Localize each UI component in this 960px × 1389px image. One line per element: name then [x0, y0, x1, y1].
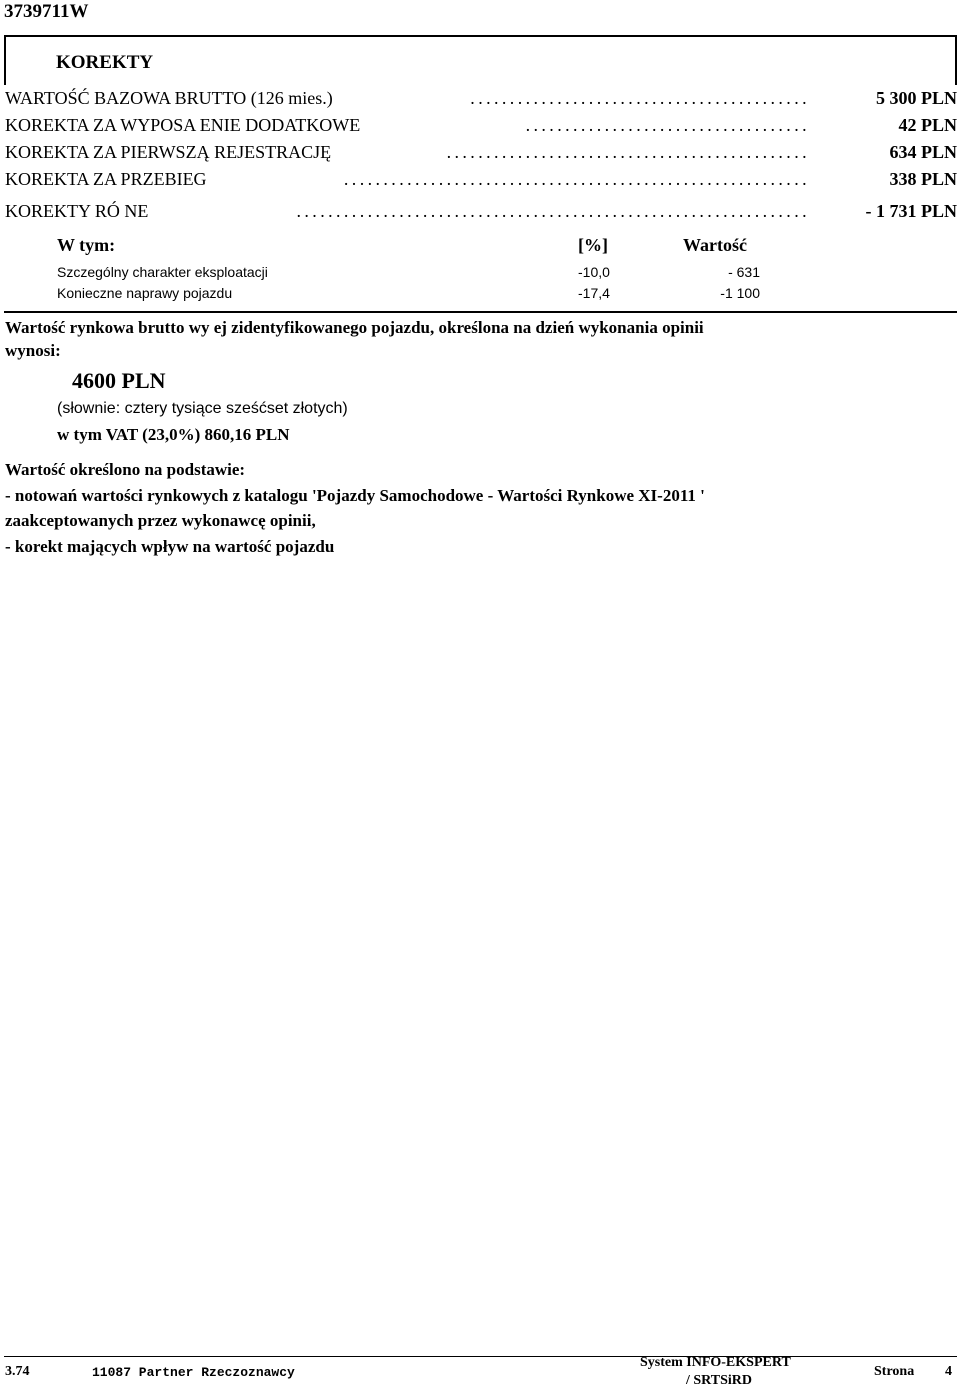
basis-line: zaakceptowanych przez wykonawcę opinii,: [5, 511, 316, 530]
footer-page-label: Strona: [874, 1364, 915, 1379]
market-value-intro: Wartość rynkowa brutto wy ej zidentyfikowanego pojazdu, określona na dzień wykonania opinii: [5, 318, 704, 337]
leader-dots: .................................................................: [296, 201, 810, 221]
basis-line: - korekt mających wpływ na wartość pojazdu: [5, 537, 335, 556]
correction-row: [5, 142, 957, 166]
market-value-intro-cont: wynosi:: [5, 341, 61, 360]
breakdown-header-percent: [%]: [578, 235, 608, 255]
footer-rule: [4, 1356, 957, 1357]
section-divider: [4, 311, 957, 313]
footer-system-sub: / SRTSiRD: [686, 1373, 753, 1388]
breakdown-item-percent: -17,4: [578, 285, 610, 301]
basis-title: Wartość określono na podstawie:: [5, 460, 246, 479]
market-value-amount: 4600 PLN: [72, 368, 166, 393]
breakdown-item-value: -1 100: [720, 285, 760, 301]
document-id: 3739711W: [4, 1, 89, 22]
footer-partner: 11087 Partner Rzeczoznawcy: [92, 1365, 295, 1380]
breakdown-header-value: Wartość: [683, 235, 747, 255]
correction-label: KOREKTY RÓ NE: [5, 201, 149, 221]
breakdown-item-label: Konieczne naprawy pojazdu: [57, 285, 233, 301]
correction-row: [5, 169, 957, 193]
correction-label: KOREKTA ZA PRZEBIEG: [5, 169, 207, 189]
footer-system: System INFO-EKSPERT: [640, 1355, 791, 1370]
breakdown-item-value: - 631: [728, 264, 760, 280]
correction-label: KOREKTA ZA PIERWSZĄ REJESTRACJĘ: [5, 142, 332, 162]
correction-value: 338 PLN: [889, 169, 957, 189]
correction-row: [5, 88, 957, 112]
korekty-title: KOREKTY: [56, 52, 154, 73]
leader-dots: ...........................................................: [343, 169, 810, 189]
correction-value: 634 PLN: [889, 142, 957, 162]
market-value-vat: w tym VAT (23,0%) 860,16 PLN: [57, 425, 290, 444]
breakdown-item-label: Szczególny charakter eksploatacji: [57, 264, 268, 280]
correction-row: [5, 201, 957, 225]
breakdown-item-percent: -10,0: [578, 264, 610, 280]
correction-value: 42 PLN: [898, 115, 957, 135]
correction-value: 5 300 PLN: [876, 88, 957, 108]
footer-version: 3.74: [5, 1364, 30, 1379]
correction-row: [5, 115, 957, 139]
correction-label: WARTOŚĆ BAZOWA BRUTTO (126 mies.): [5, 88, 333, 108]
breakdown-header-label: W tym:: [57, 235, 116, 255]
basis-line: - notowań wartości rynkowych z katalogu 'Pojazdy Samochodowe - Wartości Rynkowe XI-2011 ': [5, 486, 705, 505]
leader-dots: ....................................: [525, 115, 810, 135]
market-value-in-words: (słownie: cztery tysiące sześćset złotych): [57, 400, 348, 417]
footer-page-number: 4: [945, 1364, 952, 1379]
correction-value: - 1 731 PLN: [865, 201, 957, 221]
leader-dots: ...........................................: [470, 88, 810, 108]
correction-label: KOREKTA ZA WYPOSA ENIE DODATKOWE: [5, 115, 361, 135]
leader-dots: ..............................................: [446, 142, 810, 162]
